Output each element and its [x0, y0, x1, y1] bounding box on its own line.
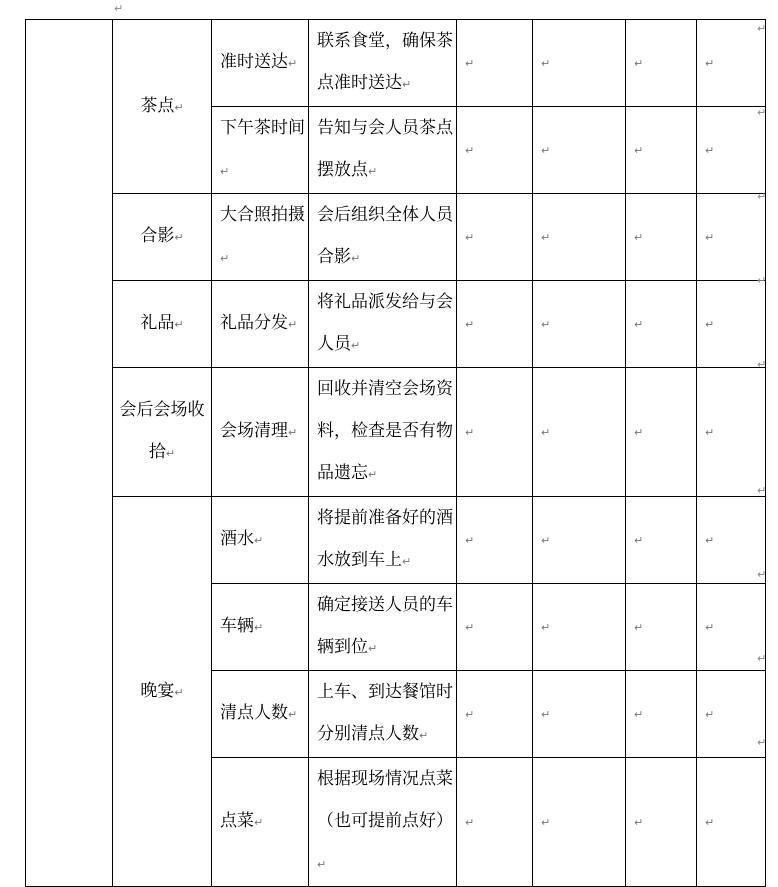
description-cell: 将礼品派发给与会人员↵: [309, 281, 457, 368]
empty-cell[interactable]: ↵: [533, 758, 626, 887]
category-cell-tea: 茶点↵: [113, 20, 212, 194]
row-end-mark: ↵: [757, 274, 767, 287]
empty-cell[interactable]: ↵: [533, 281, 626, 368]
empty-cell[interactable]: ↵: [457, 758, 533, 887]
category-cell-photo: 合影↵: [113, 194, 212, 281]
empty-cell[interactable]: ↵: [533, 20, 626, 107]
category-cell-gift: 礼品↵: [113, 281, 212, 368]
description-cell: 上车、到达餐馆时分别清点人数↵: [309, 671, 457, 758]
empty-cell[interactable]: ↵: [697, 281, 766, 368]
empty-cell[interactable]: ↵: [697, 584, 766, 671]
task-cell: 点菜↵: [212, 758, 309, 887]
table-row: [26, 368, 766, 497]
empty-cell[interactable]: ↵: [457, 107, 533, 194]
description-cell: 会后组织全体人员合影↵: [309, 194, 457, 281]
task-cell: 礼品分发↵: [212, 281, 309, 368]
empty-cell[interactable]: ↵: [533, 368, 626, 497]
empty-cell[interactable]: ↵: [533, 497, 626, 584]
empty-cell[interactable]: ↵: [697, 671, 766, 758]
empty-cell[interactable]: ↵: [697, 194, 766, 281]
empty-cell[interactable]: ↵: [697, 758, 766, 887]
task-cell: 会场清理↵: [212, 368, 309, 497]
row-end-mark: ↵: [757, 358, 767, 371]
empty-cell[interactable]: ↵: [626, 584, 697, 671]
description-cell: 确定接送人员的车辆到位↵: [309, 584, 457, 671]
table-row: [26, 281, 766, 368]
empty-cell[interactable]: ↵: [457, 671, 533, 758]
paragraph-mark-top: ↵: [114, 2, 124, 15]
empty-cell[interactable]: ↵: [626, 194, 697, 281]
task-cell: 下午茶时间↵: [212, 107, 309, 194]
table-row: [26, 20, 766, 107]
empty-cell[interactable]: ↵: [533, 671, 626, 758]
empty-cell[interactable]: ↵: [457, 281, 533, 368]
empty-cell[interactable]: ↵: [533, 107, 626, 194]
task-table: [25, 19, 766, 887]
empty-cell[interactable]: ↵: [626, 281, 697, 368]
empty-cell[interactable]: ↵: [457, 497, 533, 584]
empty-cell[interactable]: ↵: [697, 497, 766, 584]
empty-cell[interactable]: ↵: [457, 368, 533, 497]
task-cell: 车辆↵: [212, 584, 309, 671]
row-end-mark: ↵: [757, 190, 767, 203]
table-row: [26, 497, 766, 584]
task-cell: 酒水↵: [212, 497, 309, 584]
description-cell: 告知与会人员茶点摆放点↵: [309, 107, 457, 194]
empty-cell[interactable]: ↵: [626, 497, 697, 584]
table-row: [26, 194, 766, 281]
empty-cell[interactable]: ↵: [626, 671, 697, 758]
empty-cell[interactable]: ↵: [533, 584, 626, 671]
empty-cell[interactable]: ↵: [457, 20, 533, 107]
empty-cell[interactable]: ↵: [697, 368, 766, 497]
empty-cell[interactable]: ↵: [697, 20, 766, 107]
empty-cell[interactable]: ↵: [626, 20, 697, 107]
row-end-mark: ↵: [757, 106, 767, 119]
description-cell: 将提前准备好的酒水放到车上↵: [309, 497, 457, 584]
row-end-mark: ↵: [757, 568, 767, 581]
task-cell: 准时送达↵: [212, 20, 309, 107]
description-cell: 联系食堂，确保茶点准时送达↵: [309, 20, 457, 107]
description-cell: 回收并清空会场资料，检查是否有物品遗忘↵: [309, 368, 457, 497]
outer-column-cell: [26, 20, 113, 887]
row-end-mark: ↵: [757, 736, 767, 749]
task-cell: 大合照拍摄↵: [212, 194, 309, 281]
category-cell-dinner: 晚宴↵: [113, 497, 212, 887]
row-end-mark: ↵: [757, 652, 767, 665]
empty-cell[interactable]: ↵: [457, 194, 533, 281]
empty-cell[interactable]: ↵: [626, 107, 697, 194]
empty-cell[interactable]: ↵: [626, 368, 697, 497]
empty-cell[interactable]: ↵: [457, 584, 533, 671]
task-cell: 清点人数↵: [212, 671, 309, 758]
description-cell: 根据现场情况点菜（也可提前点好）↵: [309, 758, 457, 887]
row-end-mark: ↵: [757, 484, 767, 497]
empty-cell[interactable]: ↵: [626, 758, 697, 887]
row-end-mark: ↵: [757, 22, 767, 35]
empty-cell[interactable]: ↵: [533, 194, 626, 281]
category-cell-cleanup: 会后会场收拾↵: [113, 368, 212, 497]
empty-cell[interactable]: ↵: [697, 107, 766, 194]
